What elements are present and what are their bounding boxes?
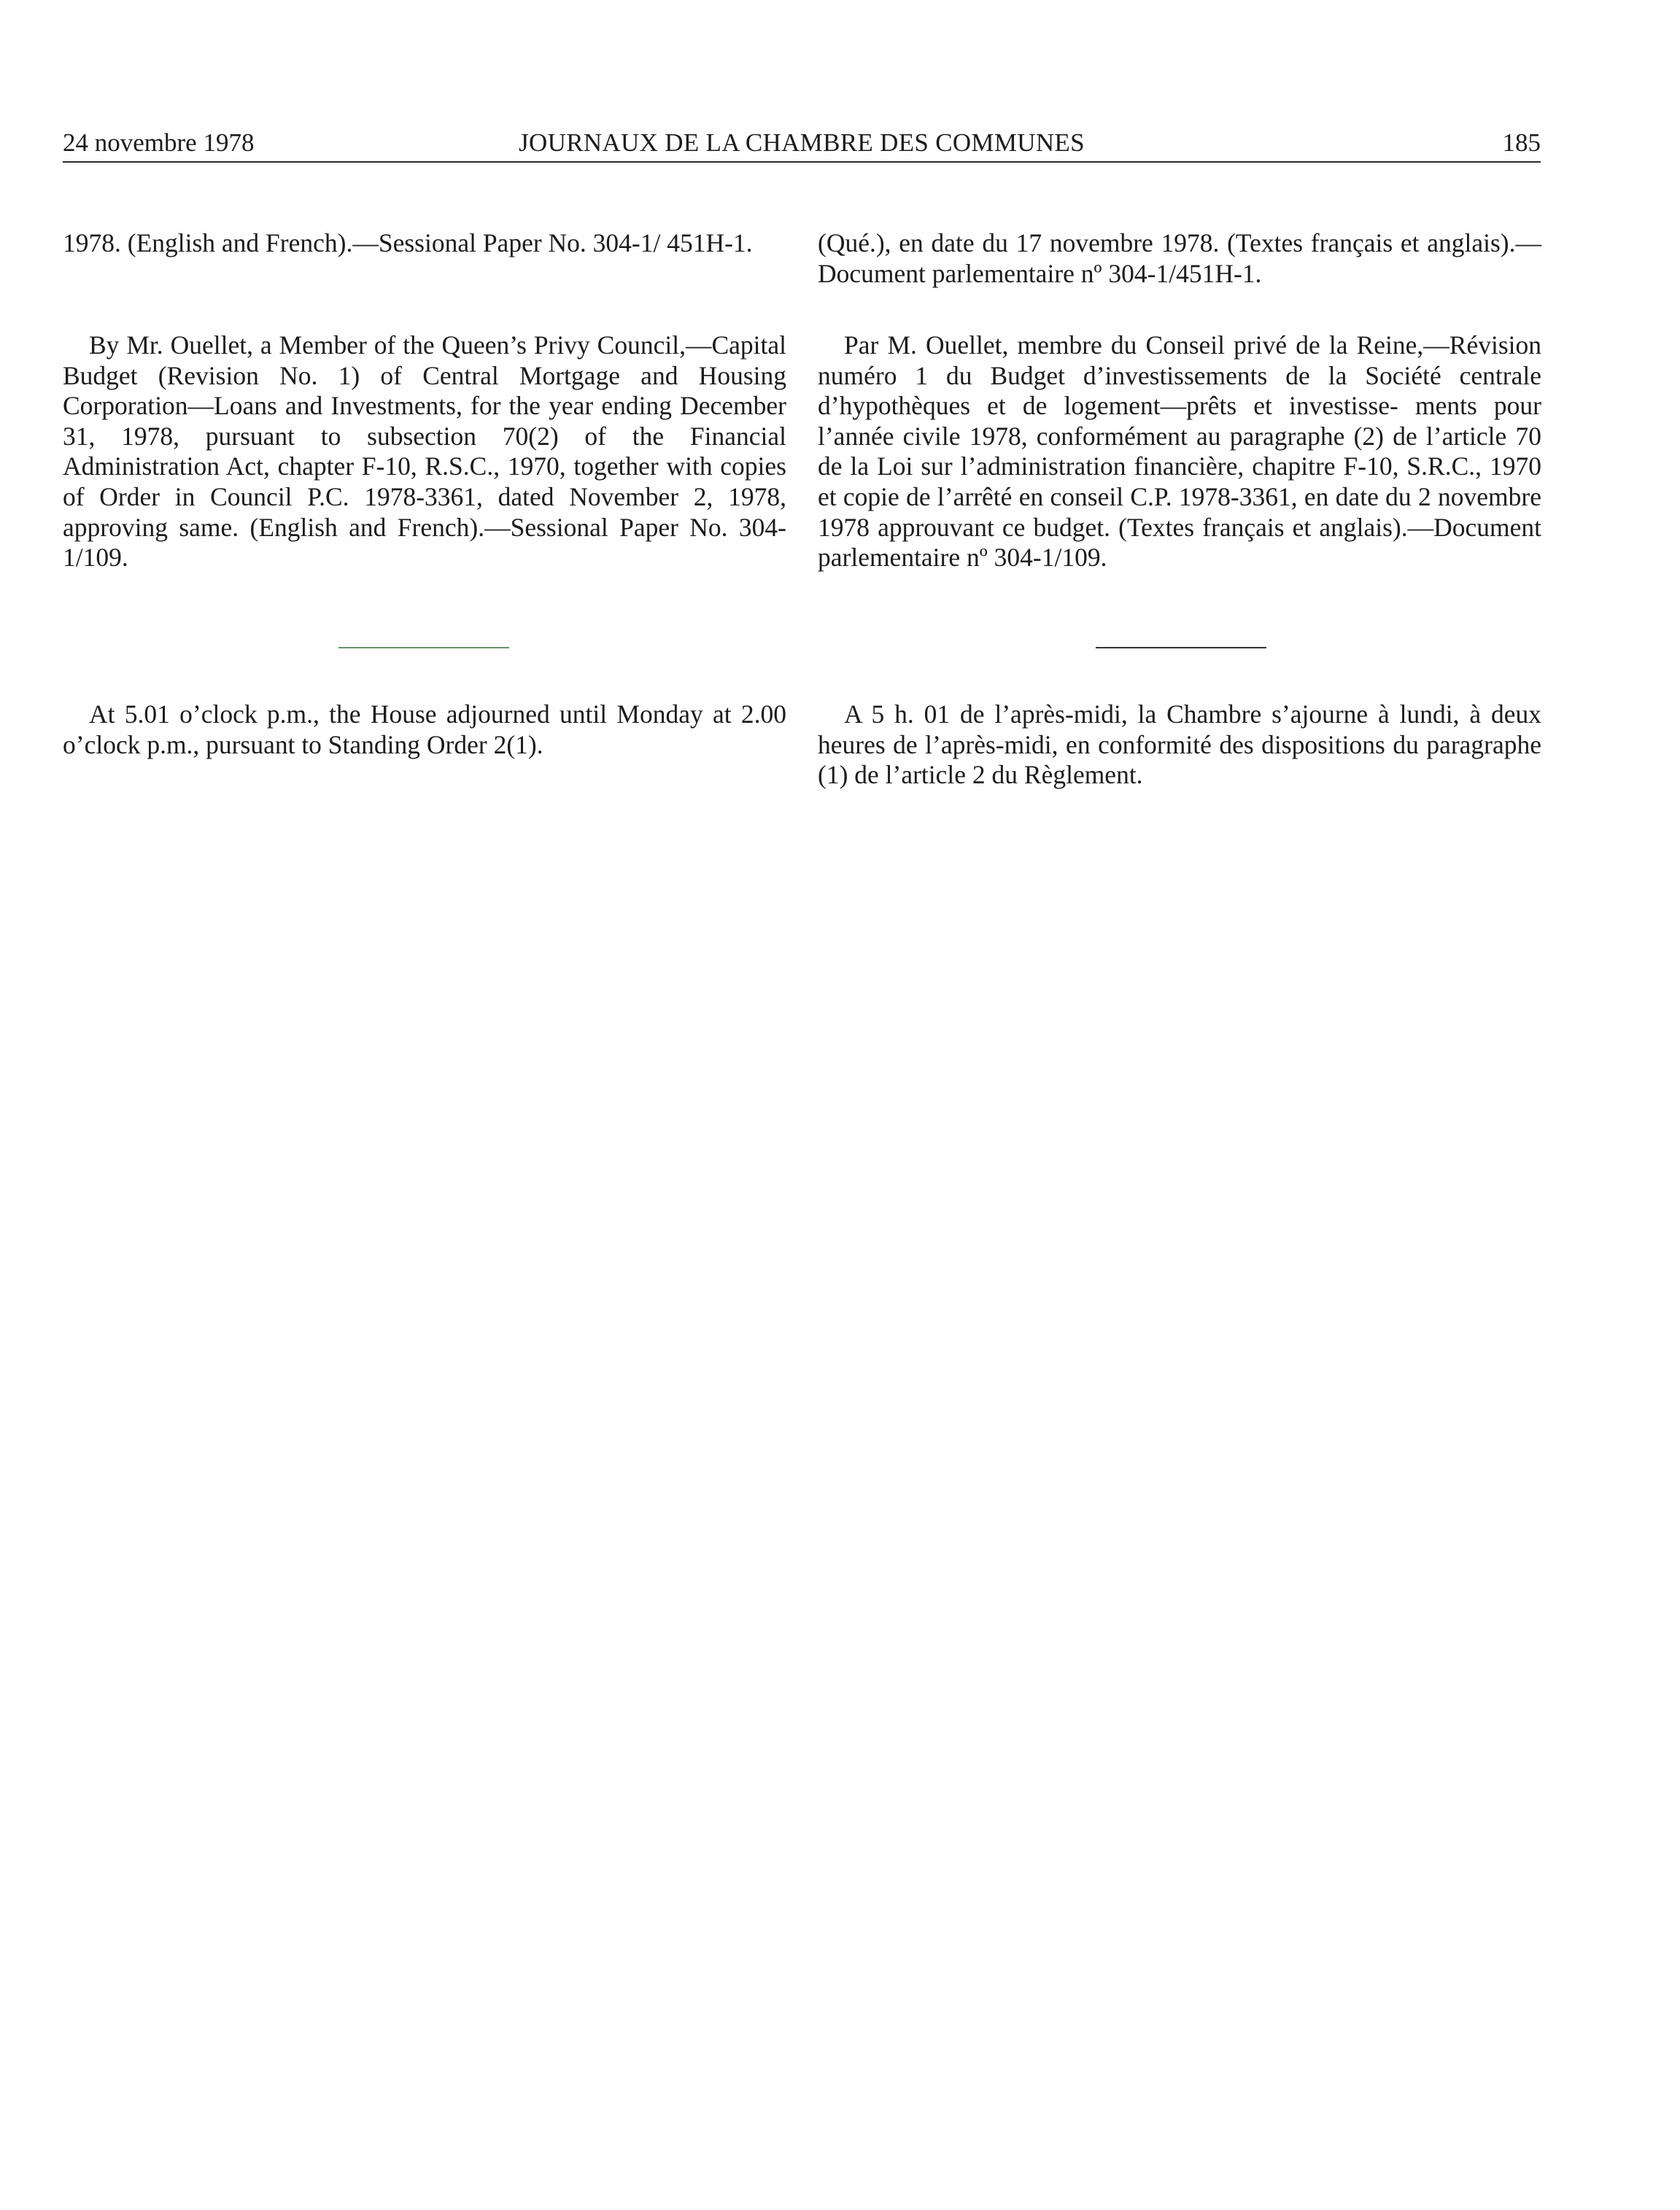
french-section-separator	[1096, 647, 1266, 648]
english-section-separator	[338, 647, 509, 648]
header-page-number: 185	[1502, 128, 1541, 157]
french-paragraph-continuation: (Qué.), en date du 17 novembre 1978. (Textes français et anglais).—Document parlementaire nº 304-1/451H-1.	[818, 228, 1541, 288]
header-rule	[63, 161, 1541, 163]
header-journal-title: JOURNAUX DE LA CHAMBRE DES COMMUNES	[519, 128, 1085, 157]
english-paragraph-adjournment: At 5.01 o’clock p.m., the House adjourned until Monday at 2.00 o’clock p.m., pursuant to Standing Order 2(1).	[63, 699, 786, 759]
english-paragraph-continuation: 1978. (English and French).—Sessional Paper No. 304-1/ 451H-1.	[63, 228, 753, 257]
english-paragraph-capital-budget: By Mr. Ouellet, a Member of the Queen’s Privy Council,—Capital Budget (Revision No. 1) of Central Mortgage and Housing Corporation—Loans and Investments, for the year ending December 31, 1978, pursuant to subsection 70(2) of the Financial Administration Act, chapter F-10, R.S.C., 1970, together with copies of Order in Council P.C. 1978-3361, dated November 2, 1978, approving same. (English and French).—Sessional Paper No. 304-1/109.	[63, 330, 786, 573]
header-date: 24 novembre 1978	[63, 128, 255, 157]
french-paragraph-budget-revision: Par M. Ouellet, membre du Conseil privé de la Reine,—Révision numéro 1 du Budget d’investissements de la Société centrale d’hypothèques et de logement—prêts et investisse- ments pour l’année civile 1978, conformément au paragraphe (2) de l’article 70 de la Loi sur l’administration financière, chapitre F-10, S.R.C., 1970 et copie de l’arrêté en conseil C.P. 1978-3361, en date du 2 novembre 1978 approuvant ce budget. (Textes français et anglais).—Document parlementaire nº 304-1/109.	[818, 330, 1541, 573]
running-header	[63, 125, 1541, 160]
french-paragraph-adjournment: A 5 h. 01 de l’après-midi, la Chambre s’ajourne à lundi, à deux heures de l’après-midi, en conformité des dispositions du paragraphe (1) de l’article 2 du Règlement.	[818, 699, 1541, 790]
